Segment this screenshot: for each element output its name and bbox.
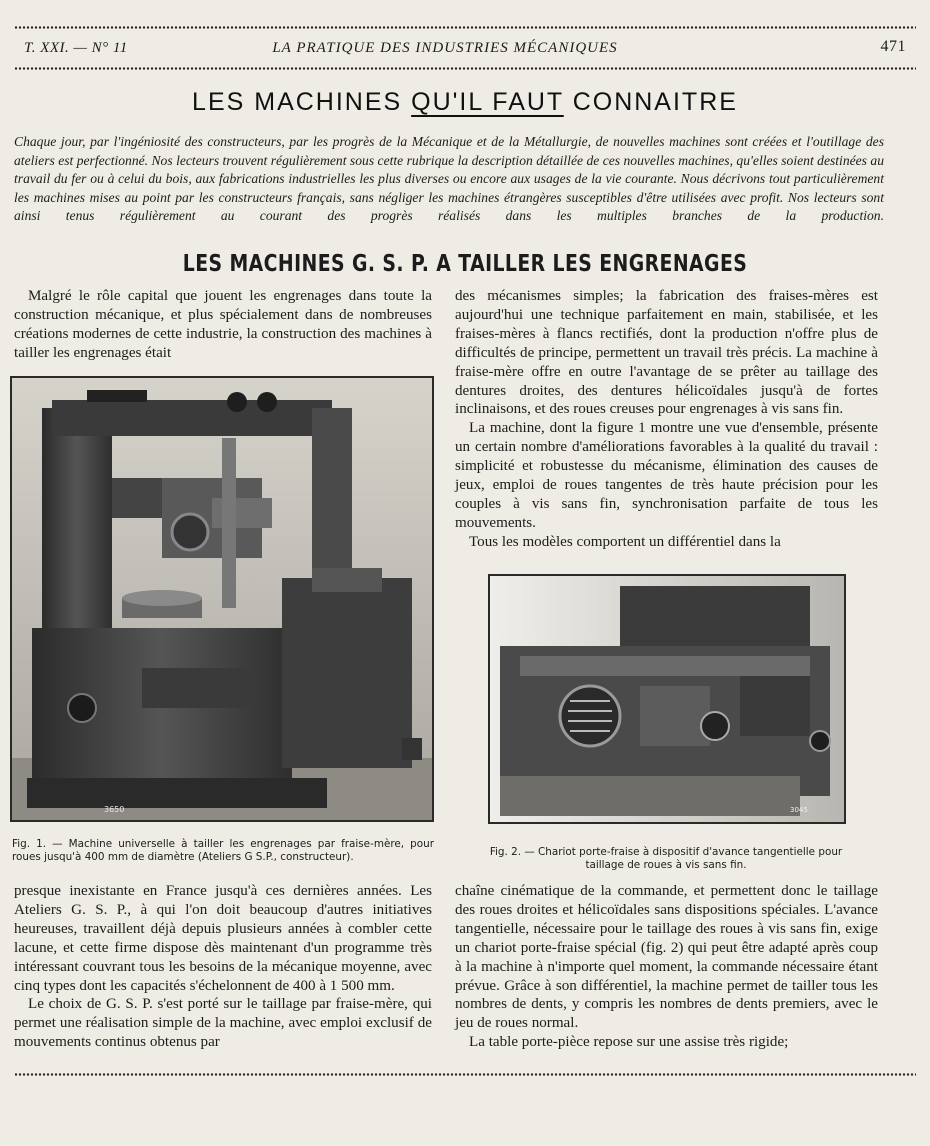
article-title: LES MACHINES G. S. P. A TAILLER LES ENGRENAGES xyxy=(182,251,748,277)
paragraph: Le choix de G. S. P. s'est porté sur le taillage par fraise-mère, qui permet une réalisation simple de la machine, avec emploi exclusif de mouvements continus obtenus par xyxy=(14,996,432,1051)
paragraph: La machine, dont la figure 1 montre une vue d'ensemble, présente un certain nombre d'améliorations favorables à la qualité du travail : simplicité et robustesse du mécanisme, élimination des causes de jeux, emploi de roues tangentes de très haute précision pour les couples à vis sans fin, synchronisation parfaite de tous les mouvements. xyxy=(455,420,878,531)
figure-2-caption: Fig. 2. — Chariot porte-fraise à dispositif d'avance tangentielle pour taillage de roues à vis sans fin. xyxy=(489,846,843,871)
rubric-part-3: CONNAITRE xyxy=(563,88,738,116)
rubric-part-1: LES MACHINES xyxy=(192,88,412,116)
column-left-bottom xyxy=(14,882,432,1052)
figure-2-photo xyxy=(488,574,846,824)
column-right-bottom xyxy=(455,882,878,1052)
running-head xyxy=(24,36,906,62)
paragraph: chaîne cinématique de la commande, et permettent donc le taillage des roues droites et hélicoïdales sans dispositions spéciales. L'avance tangentielle, nécessaire pour le taillage des roues à vis sans fin, exige un chariot porte-fraise spécial (fig. 2) qui peut être adapté après coup à la machine à n'importe quel moment, la commande nécessaire étant prévue. Grâce à son différentiel, la machine permet de tailler tous les nombres de dents, y compris les nombres de dents premiers, avec le jeu de roues normal. xyxy=(455,883,878,1032)
paragraph: La table porte-pièce repose sur une assise très rigide; xyxy=(469,1034,789,1051)
paragraph: presque inexistante en France jusqu'à ces dernières années. Les Ateliers G. S. P., à qui l'on doit beaucoup d'autres initiatives heureuses, travaillent déjà depuis plusieurs années à combler cette lacune, et cette firme dispose dès maintenant d'un programme très intéressant couvrant tous les besoins de la mécanique moyenne, avec cinq types dont les capacités s'échelonnent de 400 à 1 500 mm. xyxy=(14,883,432,994)
journal-title: LA PRATIQUE DES INDUSTRIES MÉCANIQUES xyxy=(272,40,618,56)
rubric-part-2: QU'IL FAUT xyxy=(411,88,564,116)
header-rule xyxy=(14,67,916,70)
volume-number: T. XXI. — N° 11 xyxy=(24,40,128,56)
column-left-top xyxy=(14,287,432,363)
figure-1-photo xyxy=(10,376,434,822)
hobbing-machine-illustration xyxy=(12,378,432,820)
paragraph: Tous les modèles comportent un différentiel dans la xyxy=(469,533,781,550)
plate-number-2: 3045 xyxy=(790,806,808,814)
top-rule xyxy=(14,26,916,29)
hob-carriage-illustration xyxy=(490,576,844,822)
bottom-rule xyxy=(14,1073,916,1076)
plate-number-1: 3650 xyxy=(104,805,125,814)
rubric-intro: Chaque jour, par l'ingéniosité des constructeurs, par les progrès de la Mécanique et de la Métallurgie, de nouvelles machines sont créées et l'outillage des ateliers est perfectionné. Nos lecteurs trouvent régulièrement sous cette rubrique la description détaillée de ces nouvelles machines, qu'elles soient destinées au travail du fer ou à celui du bois, aux fabrications industrielles les plus diverses ou encore aux usages de la vie courante. Nous décrivons tout particulièrement les machines mises au point par les constructeurs français, sans négliger les machines étrangères susceptibles d'être utilisées avec profit. Nos lecteurs sont ainsi tenus régulièrement au courant des progrès réalisés dans les multiples branches de la production. xyxy=(14,134,884,224)
paragraph: Malgré le rôle capital que jouent les engrenages dans toute la construction mécanique, et plus spécialement dans de nombreuses créations modernes de cette industrie, la construction des machines à tailler les engrenages était xyxy=(14,288,432,361)
page-number: 471 xyxy=(880,38,906,55)
paragraph: des mécanismes simples; la fabrication des fraises-mères est aujourd'hui une technique parfaitement en main, stabilisée, et les fraises-mères à flancs rectifiés, dont la production n'offre plus de difficultés de principe, permettent un travail très précis. La machine à fraise-mère offre en outre l'avantage de se prêter au taillage des dentures droites, des dentures hélicoïdales jusqu'à de fortes inclinaisons, et des roues creuses pour engrenages à vis sans fin. xyxy=(455,288,878,418)
figure-1-caption: Fig. 1. — Machine universelle à tailler les engrenages par fraise-mère, pour roues jusqu'à 400 mm de diamètre (Ateliers G S.P., constructeur). xyxy=(12,838,434,863)
rubric-title xyxy=(0,88,930,117)
column-right-top xyxy=(455,287,878,552)
